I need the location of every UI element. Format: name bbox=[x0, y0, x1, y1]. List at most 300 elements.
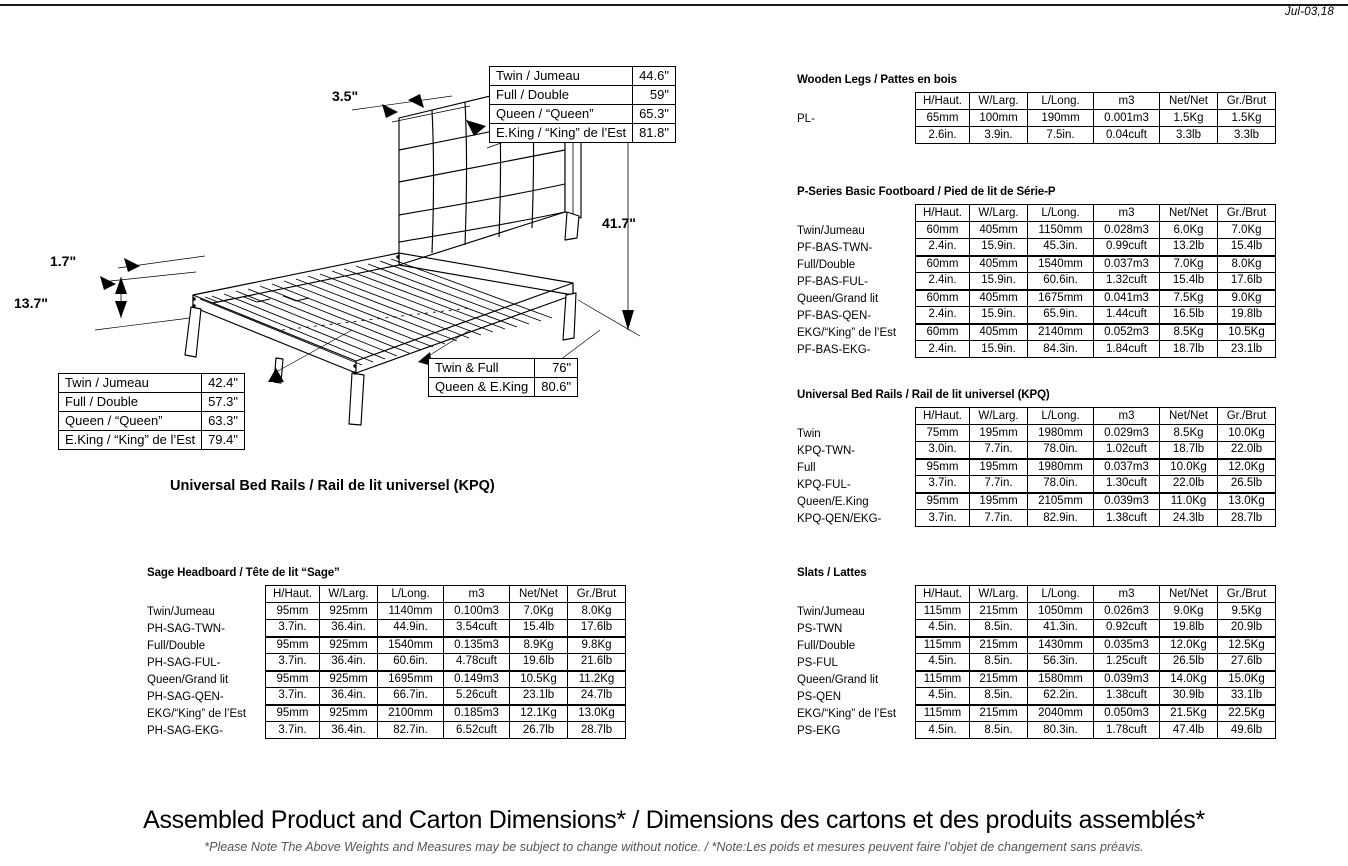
dimension-value: 81.8" bbox=[633, 124, 676, 143]
spec-row-label: KPQ-TWN- bbox=[797, 445, 856, 457]
spec-cell: 1.25cuft bbox=[1094, 654, 1160, 671]
spec-cell: 8.5Kg bbox=[1160, 324, 1218, 341]
spec-cell: 195mm bbox=[970, 425, 1028, 442]
dimension-row bbox=[429, 359, 578, 378]
spec-cell: 13.0Kg bbox=[1218, 493, 1276, 510]
spec-data-row bbox=[916, 324, 1276, 341]
spec-cell: 18.7lb bbox=[1160, 442, 1218, 459]
spec-column-header: W/Larg. bbox=[970, 93, 1028, 110]
spec-column-header: Net/Net bbox=[1160, 408, 1218, 425]
spec-cell: 3.3lb bbox=[1160, 127, 1218, 144]
spec-row-label-column bbox=[797, 407, 915, 528]
spec-cell: 60mm bbox=[916, 256, 970, 273]
headboard-width-dimension-table bbox=[489, 66, 676, 143]
spec-cell: 45.3in. bbox=[1028, 239, 1094, 256]
spec-cell: 22.0lb bbox=[1218, 442, 1276, 459]
spec-data-row bbox=[916, 127, 1276, 144]
diagram-caption: Universal Bed Rails / Rail de lit universel (KPQ) bbox=[170, 478, 495, 494]
spec-cell: 3.7in. bbox=[916, 476, 970, 493]
spec-data-row bbox=[266, 620, 626, 637]
spec-cell: 7.0Kg bbox=[1218, 222, 1276, 239]
spec-column-header: L/Long. bbox=[378, 586, 444, 603]
spec-cell: 8.0Kg bbox=[568, 603, 626, 620]
spec-cell: 405mm bbox=[970, 324, 1028, 341]
spec-cell: 13.0Kg bbox=[568, 705, 626, 722]
spec-cell: 0.149m3 bbox=[444, 671, 510, 688]
bed-width-dimension-table bbox=[58, 373, 245, 450]
spec-cell: 95mm bbox=[266, 603, 320, 620]
spec-row-label: Twin bbox=[797, 428, 821, 440]
spec-column-header: W/Larg. bbox=[970, 586, 1028, 603]
spec-cell: 115mm bbox=[916, 637, 970, 654]
spec-cell: 925mm bbox=[320, 637, 378, 654]
spec-cell: 10.5Kg bbox=[510, 671, 568, 688]
spec-row-label: KPQ-FUL- bbox=[797, 479, 851, 491]
spec-cell: 0.050m3 bbox=[1094, 705, 1160, 722]
spec-cell: 10.5Kg bbox=[1218, 324, 1276, 341]
spec-column-header: W/Larg. bbox=[320, 586, 378, 603]
footer-disclaimer: *Please Note The Above Weights and Measures may be subject to change without notice. / *Note:Les poids et mesures peuvent faire l’objet de changement sans préavis. bbox=[204, 840, 1144, 854]
spec-header-row bbox=[916, 408, 1276, 425]
spec-cell: 6.0Kg bbox=[1160, 222, 1218, 239]
spec-cell: 3.9in. bbox=[970, 127, 1028, 144]
spec-cell: 115mm bbox=[916, 603, 970, 620]
spec-cell: 1675mm bbox=[1028, 290, 1094, 307]
spec-data-row bbox=[916, 654, 1276, 671]
spec-row-label: Twin/Jumeau bbox=[147, 606, 215, 618]
spec-cell: 2105mm bbox=[1028, 493, 1094, 510]
spec-cell: 3.7in. bbox=[266, 620, 320, 637]
spec-cell: 10.0Kg bbox=[1160, 459, 1218, 476]
dimension-size-label: E.King / “King” de l’Est bbox=[59, 431, 202, 450]
spec-cell: 10.0Kg bbox=[1218, 425, 1276, 442]
spec-cell: 6.52cuft bbox=[444, 722, 510, 739]
spec-cell: 33.1lb bbox=[1218, 688, 1276, 705]
dimension-value: 42.4" bbox=[202, 374, 245, 393]
bed-length-dimension-table bbox=[428, 358, 578, 397]
spec-cell: 405mm bbox=[970, 222, 1028, 239]
spec-cell: 4.5in. bbox=[916, 620, 970, 637]
spec-data-row bbox=[266, 637, 626, 654]
spec-data-row bbox=[266, 603, 626, 620]
spec-cell: 0.037m3 bbox=[1094, 459, 1160, 476]
spec-cell: 9.0Kg bbox=[1218, 290, 1276, 307]
spec-cell: 0.039m3 bbox=[1094, 671, 1160, 688]
spec-cell: 0.037m3 bbox=[1094, 256, 1160, 273]
spec-cell: 62.2in. bbox=[1028, 688, 1094, 705]
spec-cell: 1.38cuft bbox=[1094, 688, 1160, 705]
spec-cell: 15.4lb bbox=[510, 620, 568, 637]
spec-column-header: L/Long. bbox=[1028, 93, 1094, 110]
spec-cell: 4.5in. bbox=[916, 654, 970, 671]
spec-block-wooden-legs bbox=[797, 74, 1276, 144]
bed-assembly-diagram bbox=[0, 0, 760, 520]
spec-cell: 12.0Kg bbox=[1160, 637, 1218, 654]
spec-cell: 95mm bbox=[266, 637, 320, 654]
spec-cell: 15.0Kg bbox=[1218, 671, 1276, 688]
spec-cell: 95mm bbox=[266, 671, 320, 688]
spec-row-label: Twin/Jumeau bbox=[797, 606, 865, 618]
dimension-table bbox=[489, 66, 676, 143]
spec-cell: 0.185m3 bbox=[444, 705, 510, 722]
spec-cell: 405mm bbox=[970, 290, 1028, 307]
spec-row-label: Full bbox=[797, 462, 816, 474]
dimension-row bbox=[490, 124, 676, 143]
spec-row-label: PS-TWN bbox=[797, 623, 843, 635]
spec-cell: 12.1Kg bbox=[510, 705, 568, 722]
footer-title: Assembled Product and Carton Dimensions* / Dimensions des cartons et des produits assemblés* bbox=[143, 806, 1205, 834]
spec-cell: 3.0in. bbox=[916, 442, 970, 459]
spec-cell: 3.54cuft bbox=[444, 620, 510, 637]
spec-cell: 24.7lb bbox=[568, 688, 626, 705]
spec-cell: 1.44cuft bbox=[1094, 307, 1160, 324]
spec-column-header: L/Long. bbox=[1028, 205, 1094, 222]
dimension-value: 59" bbox=[633, 86, 676, 105]
spec-cell: 12.5Kg bbox=[1218, 637, 1276, 654]
spec-cell: 36.4in. bbox=[320, 688, 378, 705]
spec-table bbox=[915, 407, 1276, 527]
spec-row-label: PS-QEN bbox=[797, 691, 842, 703]
spec-column-header: H/Haut. bbox=[916, 408, 970, 425]
dimension-row bbox=[59, 412, 245, 431]
spec-row-label: PF-BAS-TWN- bbox=[797, 242, 873, 254]
spec-cell: 1695mm bbox=[378, 671, 444, 688]
spec-cell: 26.5lb bbox=[1218, 476, 1276, 493]
dimension-size-label: Full / Double bbox=[59, 393, 202, 412]
spec-cell: 23.1lb bbox=[510, 688, 568, 705]
spec-cell: 2.4in. bbox=[916, 341, 970, 358]
spec-cell: 4.5in. bbox=[916, 688, 970, 705]
spec-cell: 20.9lb bbox=[1218, 620, 1276, 637]
spec-cell: 24.3lb bbox=[1160, 510, 1218, 527]
spec-cell: 3.7in. bbox=[266, 654, 320, 671]
spec-cell: 1.78cuft bbox=[1094, 722, 1160, 739]
spec-row-label: Twin/Jumeau bbox=[797, 225, 865, 237]
spec-column-header: H/Haut. bbox=[916, 93, 970, 110]
spec-cell: 0.135m3 bbox=[444, 637, 510, 654]
spec-cell: 2040mm bbox=[1028, 705, 1094, 722]
dimension-value: 76" bbox=[535, 359, 578, 378]
spec-row-label: Queen/Grand lit bbox=[797, 293, 879, 305]
spec-cell: 215mm bbox=[970, 603, 1028, 620]
spec-cell: 22.0lb bbox=[1160, 476, 1218, 493]
spec-cell: 7.7in. bbox=[970, 510, 1028, 527]
spec-data-row bbox=[916, 637, 1276, 654]
spec-row-label: PF-BAS-FUL- bbox=[797, 276, 868, 288]
headboard-height-dimension-label: 41.7" bbox=[602, 215, 636, 231]
spec-column-header: m3 bbox=[444, 586, 510, 603]
spec-cell: 4.5in. bbox=[916, 722, 970, 739]
spec-column-header: Net/Net bbox=[1160, 586, 1218, 603]
spec-cell: 0.04cuft bbox=[1094, 127, 1160, 144]
spec-cell: 190mm bbox=[1028, 110, 1094, 127]
dimension-row bbox=[490, 67, 676, 86]
spec-cell: 1.5Kg bbox=[1218, 110, 1276, 127]
spec-column-header: W/Larg. bbox=[970, 205, 1028, 222]
spec-table bbox=[915, 92, 1276, 144]
dimension-table bbox=[428, 358, 578, 397]
spec-cell: 60mm bbox=[916, 324, 970, 341]
dimension-value: 63.3" bbox=[202, 412, 245, 431]
spec-header-row bbox=[916, 93, 1276, 110]
spec-cell: 60.6in. bbox=[1028, 273, 1094, 290]
spec-cell: 195mm bbox=[970, 459, 1028, 476]
spec-block-bed-rails bbox=[797, 389, 1276, 528]
rail-top-dimension-label: 1.7" bbox=[50, 253, 77, 269]
spec-header-row bbox=[916, 586, 1276, 603]
spec-cell: 7.5in. bbox=[1028, 127, 1094, 144]
spec-cell: 78.0in. bbox=[1028, 476, 1094, 493]
spec-row-label: PF-BAS-EKG- bbox=[797, 344, 871, 356]
spec-row-label-column bbox=[147, 585, 265, 740]
spec-row-label: Queen/E.King bbox=[797, 496, 869, 508]
dimension-value: 65.3" bbox=[633, 105, 676, 124]
spec-cell: 8.0Kg bbox=[1218, 256, 1276, 273]
spec-column-header: L/Long. bbox=[1028, 586, 1094, 603]
spec-data-row bbox=[916, 425, 1276, 442]
spec-cell: 36.4in. bbox=[320, 654, 378, 671]
spec-cell: 0.041m3 bbox=[1094, 290, 1160, 307]
spec-cell: 80.3in. bbox=[1028, 722, 1094, 739]
spec-cell: 1980mm bbox=[1028, 459, 1094, 476]
spec-data-row bbox=[916, 722, 1276, 739]
spec-cell: 23.1lb bbox=[1218, 341, 1276, 358]
spec-cell: 11.0Kg bbox=[1160, 493, 1218, 510]
dimension-size-label: Queen / “Queen” bbox=[490, 105, 633, 124]
rail-height-dimension-label: 13.7" bbox=[14, 295, 48, 311]
spec-column-header: Net/Net bbox=[1160, 205, 1218, 222]
spec-cell: 78.0in. bbox=[1028, 442, 1094, 459]
spec-cell: 925mm bbox=[320, 705, 378, 722]
spec-row-label: KPQ-QEN/EKG- bbox=[797, 513, 882, 525]
spec-data-row bbox=[266, 654, 626, 671]
spec-cell: 0.99cuft bbox=[1094, 239, 1160, 256]
spec-cell: 1580mm bbox=[1028, 671, 1094, 688]
dimension-row bbox=[490, 105, 676, 124]
spec-column-header: H/Haut. bbox=[266, 586, 320, 603]
bed-width-rows bbox=[59, 374, 245, 450]
spec-cell: 1.84cuft bbox=[1094, 341, 1160, 358]
spec-row-label: Full/Double bbox=[797, 259, 856, 271]
spec-cell: 1540mm bbox=[378, 637, 444, 654]
spec-row-label: Queen/Grand lit bbox=[147, 674, 229, 686]
spec-data-row bbox=[916, 273, 1276, 290]
spec-cell: 41.3in. bbox=[1028, 620, 1094, 637]
spec-cell: 0.039m3 bbox=[1094, 493, 1160, 510]
spec-cell: 95mm bbox=[916, 493, 970, 510]
spec-cell: 26.7lb bbox=[510, 722, 568, 739]
spec-cell: 66.7in. bbox=[378, 688, 444, 705]
spec-cell: 1430mm bbox=[1028, 637, 1094, 654]
spec-data-row bbox=[266, 671, 626, 688]
spec-row-label: PS-FUL bbox=[797, 657, 838, 669]
spec-data-row bbox=[916, 603, 1276, 620]
spec-cell: 8.5in. bbox=[970, 654, 1028, 671]
spec-row-label: PH-SAG-FUL- bbox=[147, 657, 221, 669]
spec-cell: 7.0Kg bbox=[510, 603, 568, 620]
headboard-width-rows bbox=[490, 67, 676, 143]
spec-cell: 7.0Kg bbox=[1160, 256, 1218, 273]
spec-data-row bbox=[916, 256, 1276, 273]
spec-data-row bbox=[916, 688, 1276, 705]
spec-row-label: PF-BAS-QEN- bbox=[797, 310, 872, 322]
dimension-size-label: Twin & Full bbox=[429, 359, 535, 378]
spec-cell: 3.3lb bbox=[1218, 127, 1276, 144]
spec-cell: 100mm bbox=[970, 110, 1028, 127]
spec-row-label-column bbox=[797, 92, 915, 128]
spec-cell: 2140mm bbox=[1028, 324, 1094, 341]
spec-cell: 115mm bbox=[916, 705, 970, 722]
spec-cell: 65mm bbox=[916, 110, 970, 127]
spec-cell: 0.100m3 bbox=[444, 603, 510, 620]
spec-cell: 1050mm bbox=[1028, 603, 1094, 620]
spec-data-row bbox=[266, 722, 626, 739]
spec-table-title: Slats / Lattes bbox=[797, 567, 867, 579]
spec-cell: 82.9in. bbox=[1028, 510, 1094, 527]
spec-cell: 11.2Kg bbox=[568, 671, 626, 688]
spec-row-label: Full/Double bbox=[797, 640, 856, 652]
spec-column-header: m3 bbox=[1094, 93, 1160, 110]
spec-data-row bbox=[916, 620, 1276, 637]
spec-row-label: Full/Double bbox=[147, 640, 206, 652]
spec-cell: 0.052m3 bbox=[1094, 324, 1160, 341]
spec-column-header: Net/Net bbox=[1160, 93, 1218, 110]
dimension-size-label: Twin / Jumeau bbox=[59, 374, 202, 393]
spec-column-header: H/Haut. bbox=[916, 586, 970, 603]
spec-cell: 15.4lb bbox=[1160, 273, 1218, 290]
spec-cell: 1.32cuft bbox=[1094, 273, 1160, 290]
spec-cell: 15.9in. bbox=[970, 307, 1028, 324]
spec-cell: 18.7lb bbox=[1160, 341, 1218, 358]
spec-row-label: PH-SAG-QEN- bbox=[147, 691, 224, 703]
dimension-value: 79.4" bbox=[202, 431, 245, 450]
spec-cell: 9.5Kg bbox=[1218, 603, 1276, 620]
dimension-row bbox=[59, 393, 245, 412]
spec-column-header: H/Haut. bbox=[916, 205, 970, 222]
spec-block-slats bbox=[797, 567, 1276, 740]
dimension-row bbox=[59, 431, 245, 450]
spec-cell: 2.4in. bbox=[916, 273, 970, 290]
spec-cell: 925mm bbox=[320, 671, 378, 688]
spec-column-header: Gr./Brut bbox=[1218, 586, 1276, 603]
spec-row-label: EKG/“King” de l’Est bbox=[797, 708, 897, 720]
spec-table-title: Sage Headboard / Tête de lit “Sage” bbox=[147, 567, 340, 579]
spec-row-label: PS-EKG bbox=[797, 725, 841, 737]
spec-cell: 60mm bbox=[916, 290, 970, 307]
spec-cell: 215mm bbox=[970, 705, 1028, 722]
spec-row-label: PL- bbox=[797, 113, 815, 125]
spec-cell: 1150mm bbox=[1028, 222, 1094, 239]
spec-cell: 1140mm bbox=[378, 603, 444, 620]
spec-cell: 28.7lb bbox=[568, 722, 626, 739]
spec-data-row bbox=[916, 705, 1276, 722]
spec-block-footboard bbox=[797, 186, 1276, 359]
spec-row-label: Queen/Grand lit bbox=[797, 674, 879, 686]
spec-data-row bbox=[266, 688, 626, 705]
spec-column-header: m3 bbox=[1094, 408, 1160, 425]
dimension-table bbox=[58, 373, 245, 450]
spec-data-row bbox=[916, 459, 1276, 476]
spec-cell: 8.5Kg bbox=[1160, 425, 1218, 442]
spec-cell: 26.5lb bbox=[1160, 654, 1218, 671]
spec-cell: 30.9lb bbox=[1160, 688, 1218, 705]
spec-row-label: PH-SAG-TWN- bbox=[147, 623, 225, 635]
spec-cell: 36.4in. bbox=[320, 722, 378, 739]
spec-cell: 21.5Kg bbox=[1160, 705, 1218, 722]
spec-column-header: Net/Net bbox=[510, 586, 568, 603]
spec-cell: 8.5in. bbox=[970, 688, 1028, 705]
spec-cell: 3.7in. bbox=[266, 688, 320, 705]
spec-cell: 19.8lb bbox=[1160, 620, 1218, 637]
spec-cell: 75mm bbox=[916, 425, 970, 442]
spec-cell: 8.9Kg bbox=[510, 637, 568, 654]
spec-cell: 49.6lb bbox=[1218, 722, 1276, 739]
spec-cell: 8.5in. bbox=[970, 620, 1028, 637]
spec-column-header: Gr./Brut bbox=[1218, 93, 1276, 110]
spec-column-header: Gr./Brut bbox=[1218, 205, 1276, 222]
spec-cell: 1.30cuft bbox=[1094, 476, 1160, 493]
spec-cell: 215mm bbox=[970, 637, 1028, 654]
thickness-dimension-label: 3.5" bbox=[332, 88, 359, 104]
spec-cell: 15.9in. bbox=[970, 273, 1028, 290]
dimension-size-label: Twin / Jumeau bbox=[490, 67, 633, 86]
spec-cell: 82.7in. bbox=[378, 722, 444, 739]
spec-cell: 19.8lb bbox=[1218, 307, 1276, 324]
spec-cell: 3.7in. bbox=[916, 510, 970, 527]
dimension-size-label: Queen & E.King bbox=[429, 378, 535, 397]
spec-cell: 0.029m3 bbox=[1094, 425, 1160, 442]
spec-cell: 47.4lb bbox=[1160, 722, 1218, 739]
spec-cell: 0.026m3 bbox=[1094, 603, 1160, 620]
spec-cell: 17.6lb bbox=[568, 620, 626, 637]
spec-data-row bbox=[916, 307, 1276, 324]
spec-cell: 195mm bbox=[970, 493, 1028, 510]
spec-cell: 12.0Kg bbox=[1218, 459, 1276, 476]
spec-cell: 2100mm bbox=[378, 705, 444, 722]
spec-data-row bbox=[916, 110, 1276, 127]
spec-data-row bbox=[916, 222, 1276, 239]
spec-header-row bbox=[266, 586, 626, 603]
spec-cell: 7.7in. bbox=[970, 442, 1028, 459]
spec-cell: 84.3in. bbox=[1028, 341, 1094, 358]
dimension-row bbox=[59, 374, 245, 393]
spec-cell: 405mm bbox=[970, 256, 1028, 273]
spec-cell: 14.0Kg bbox=[1160, 671, 1218, 688]
dimension-row bbox=[490, 86, 676, 105]
spec-data-row bbox=[916, 290, 1276, 307]
document-date: Jul-03,18 bbox=[1284, 6, 1334, 18]
spec-cell: 925mm bbox=[320, 603, 378, 620]
spec-cell: 1.38cuft bbox=[1094, 510, 1160, 527]
spec-column-header: m3 bbox=[1094, 205, 1160, 222]
spec-block-sage-headboard bbox=[147, 567, 626, 740]
spec-column-header: Gr./Brut bbox=[1218, 408, 1276, 425]
spec-cell: 1540mm bbox=[1028, 256, 1094, 273]
spec-cell: 4.78cuft bbox=[444, 654, 510, 671]
spec-cell: 36.4in. bbox=[320, 620, 378, 637]
spec-cell: 21.6lb bbox=[568, 654, 626, 671]
spec-data-row bbox=[916, 671, 1276, 688]
dimension-value: 80.6" bbox=[535, 378, 578, 397]
dimension-value: 57.3" bbox=[202, 393, 245, 412]
spec-cell: 19.6lb bbox=[510, 654, 568, 671]
spec-table bbox=[915, 204, 1276, 358]
dimension-size-label: Queen / “Queen” bbox=[59, 412, 202, 431]
spec-row-label: EKG/“King” de l’Est bbox=[797, 327, 897, 339]
spec-table bbox=[915, 585, 1276, 739]
spec-cell: 95mm bbox=[266, 705, 320, 722]
spec-cell: 2.6in. bbox=[916, 127, 970, 144]
